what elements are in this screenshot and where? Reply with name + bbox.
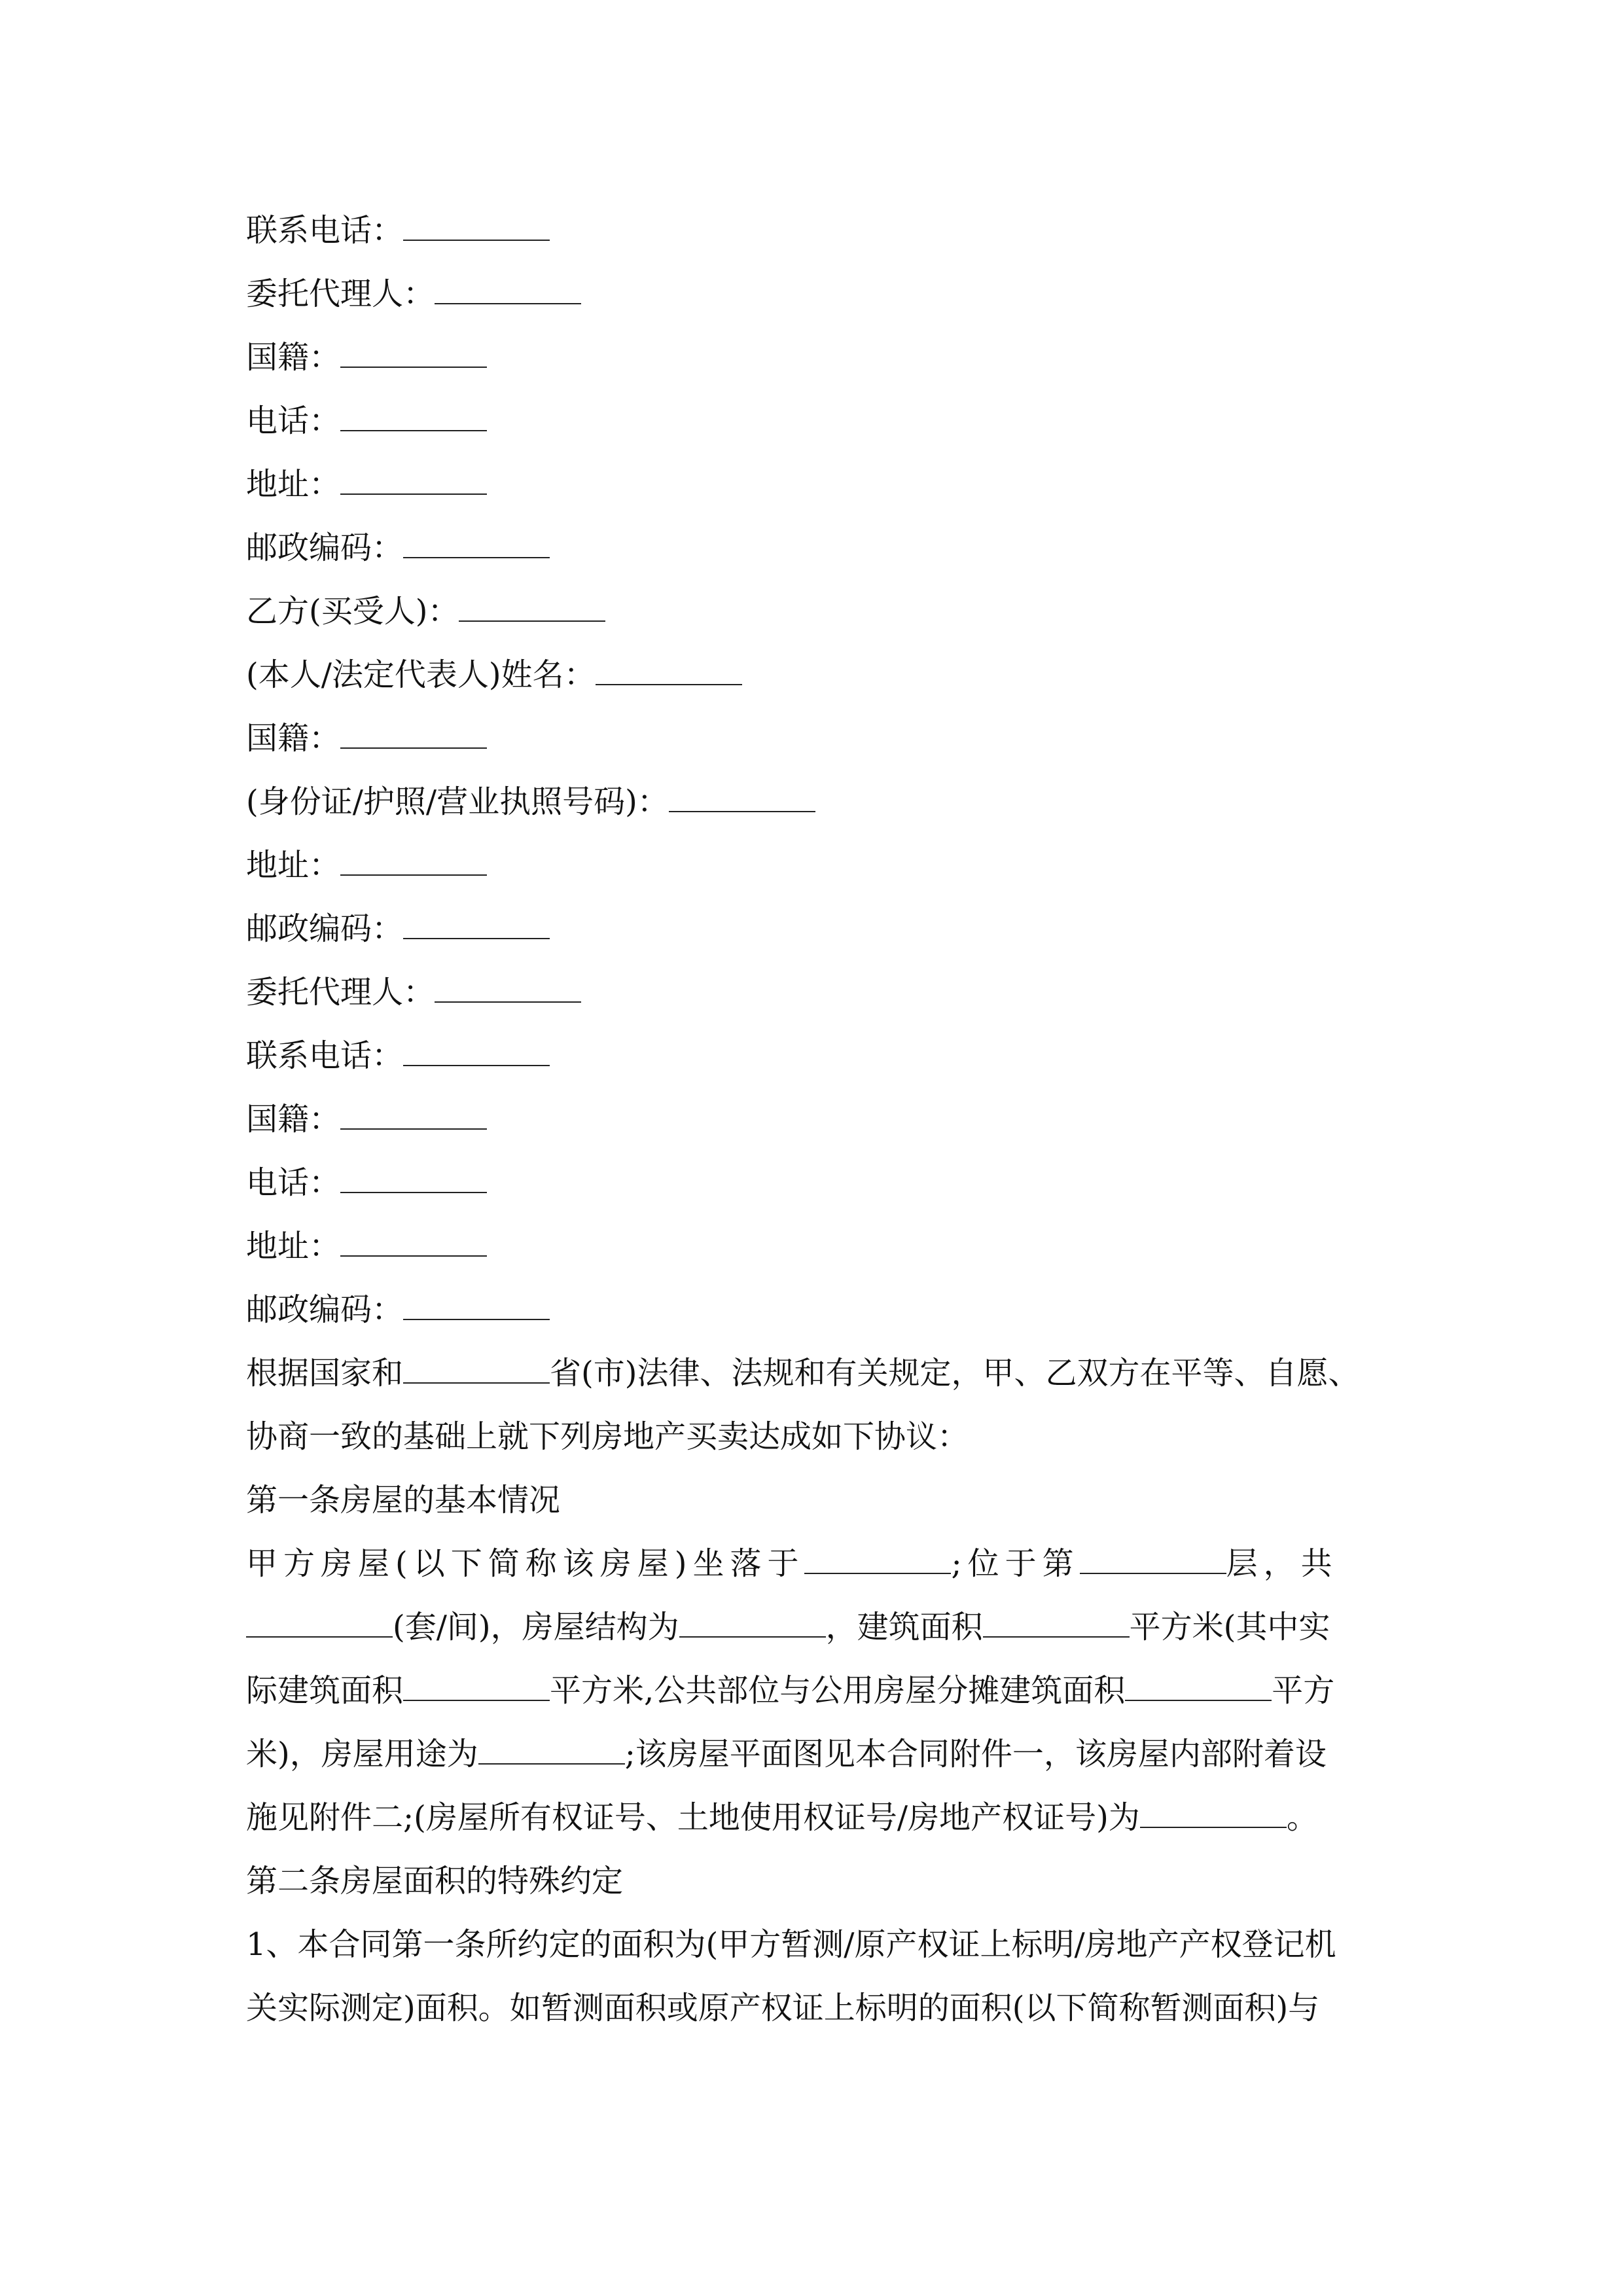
field-label: 乙方(买受人)： xyxy=(246,593,459,630)
field-nationality-b2 xyxy=(246,1100,1385,1139)
blank-line xyxy=(340,467,487,495)
field-postcode-b xyxy=(246,909,1385,948)
article-2-line-1: 1、本合同第一条所约定的面积为(甲方暂测/原产权证上标明/房地产产权登记机 xyxy=(246,1926,1336,1963)
field-label: 国籍： xyxy=(246,1101,341,1138)
field-label: 委托代理人： xyxy=(246,974,435,1011)
field-label: 国籍： xyxy=(246,720,341,757)
blank-line xyxy=(596,658,742,685)
preamble-line-2: 协商一致的基础上就下列房地产买卖达成如下协议： xyxy=(246,1418,969,1455)
article-text: ;位于第 xyxy=(951,1545,1080,1582)
field-address-b xyxy=(246,846,1385,885)
article-text: 甲方房屋(以下简称该房屋)坐落于 xyxy=(246,1545,805,1582)
blank-line xyxy=(340,848,487,876)
blank-line xyxy=(403,1293,550,1320)
article-1-line-4 xyxy=(246,1734,1385,1774)
field-label: 委托代理人： xyxy=(246,276,435,312)
article-text: 施见附件二;(房屋所有权证号、土地使用权证号/房地产权证号)为 xyxy=(246,1799,1140,1836)
field-label: 地址： xyxy=(246,1228,341,1265)
blank-line xyxy=(669,785,815,812)
blank-line xyxy=(403,531,550,558)
blank-line xyxy=(340,1102,487,1130)
field-label: 联系电话： xyxy=(246,212,404,249)
field-phone-a xyxy=(246,211,1385,250)
field-address-a xyxy=(246,465,1385,504)
article-1-line-5 xyxy=(246,1798,1385,1837)
field-label: 邮政编码： xyxy=(246,910,404,947)
field-label: 联系电话： xyxy=(246,1037,404,1074)
blank-line xyxy=(340,340,487,368)
preamble-text: 根据国家和 xyxy=(246,1355,404,1391)
preamble-text: 省(市)法律、法规和有关规定，甲、乙双方在平等、自愿、 xyxy=(550,1355,1360,1391)
blank-line xyxy=(403,912,550,939)
article-1-line-3 xyxy=(246,1671,1385,1710)
article-text: 米)，房屋用途为 xyxy=(246,1736,478,1772)
blank-line xyxy=(403,1039,550,1066)
field-nationality-a xyxy=(246,338,1385,377)
blank-line xyxy=(804,1547,951,1574)
field-label: 电话： xyxy=(246,403,341,439)
field-agent-b xyxy=(246,973,1385,1012)
field-label: (身份证/护照/营业执照号码)： xyxy=(246,783,669,820)
field-label: 电话： xyxy=(246,1164,341,1201)
article-text: 际建筑面积 xyxy=(246,1672,404,1709)
article-text: 平方米,公共部位与公用房屋分摊建筑面积 xyxy=(550,1672,1126,1709)
article-2-line-2: 关实际测定)面积。如暂测面积或原产权证上标明的面积(以下简称暂测面积)与 xyxy=(246,1990,1320,2026)
field-phone-b xyxy=(246,1036,1385,1075)
party-b-heading xyxy=(246,592,1385,631)
field-label: (本人/法定代表人)姓名： xyxy=(246,656,596,693)
blank-line xyxy=(403,1674,550,1701)
article-1-line-2 xyxy=(246,1607,1385,1647)
article-1-line-1 xyxy=(246,1544,1385,1583)
field-postcode-a xyxy=(246,528,1385,567)
field-nationality-b xyxy=(246,719,1385,758)
field-label: 邮政编码： xyxy=(246,1291,404,1328)
blank-line xyxy=(679,1610,826,1638)
blank-line xyxy=(246,1610,393,1638)
field-label: 地址： xyxy=(246,847,341,884)
blank-line xyxy=(983,1610,1130,1638)
article-text: ;该房屋平面图见本合同附件一，该房屋内部附着设 xyxy=(624,1736,1327,1772)
field-postcode-b2 xyxy=(246,1290,1385,1329)
article-1-title: 第一条房屋的基本情况 xyxy=(246,1482,561,1518)
blank-line xyxy=(340,721,487,749)
blank-line xyxy=(403,213,550,241)
blank-line xyxy=(1140,1801,1287,1828)
field-name-b xyxy=(246,655,1385,694)
article-text: 。 xyxy=(1286,1799,1318,1836)
blank-line xyxy=(340,1166,487,1193)
blank-line xyxy=(340,404,487,431)
blank-line xyxy=(1080,1547,1226,1574)
field-tel-a xyxy=(246,401,1385,440)
article-text: ，建筑面积 xyxy=(825,1609,983,1645)
blank-line xyxy=(478,1737,625,1765)
blank-line xyxy=(1125,1674,1272,1701)
field-label: 邮政编码： xyxy=(246,529,404,566)
field-tel-b xyxy=(246,1163,1385,1202)
blank-line xyxy=(403,1356,550,1384)
article-text: (套/间)，房屋结构为 xyxy=(393,1609,679,1645)
field-label: 地址： xyxy=(246,466,341,503)
field-label: 国籍： xyxy=(246,339,341,376)
article-text: 层，共 xyxy=(1226,1545,1338,1582)
blank-line xyxy=(459,594,605,622)
field-address-b2 xyxy=(246,1227,1385,1266)
preamble-line-1 xyxy=(246,1354,1385,1393)
article-text: 平方 xyxy=(1272,1672,1335,1709)
article-text: 平方米(其中实 xyxy=(1129,1609,1330,1645)
field-id-b xyxy=(246,782,1385,821)
article-2-title: 第二条房屋面积的特殊约定 xyxy=(246,1863,624,1899)
field-agent-a xyxy=(246,274,1385,314)
blank-line xyxy=(435,975,581,1003)
blank-line xyxy=(340,1229,487,1257)
blank-line xyxy=(435,277,581,304)
